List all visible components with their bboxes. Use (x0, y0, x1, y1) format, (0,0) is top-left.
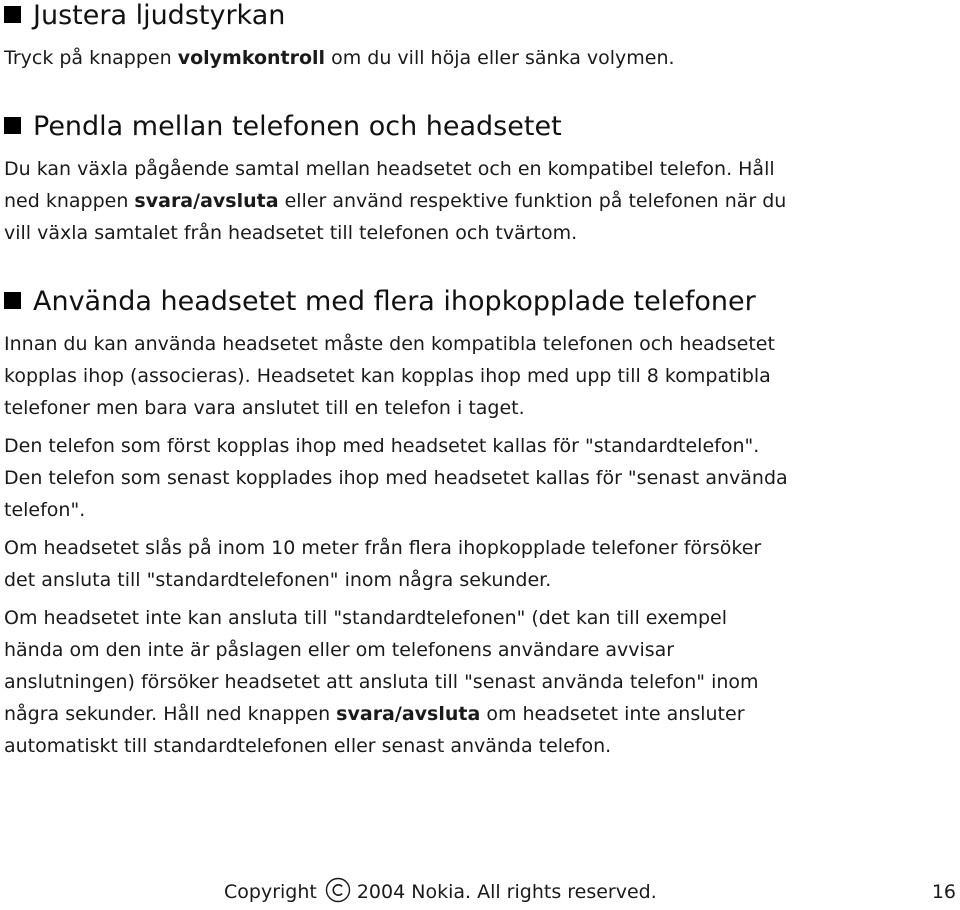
key-name-text: svara/avsluta (134, 190, 279, 212)
paragraph (4, 153, 954, 249)
section-heading (4, 286, 954, 318)
text-run: Tryck på knappen (4, 47, 178, 69)
section-heading (4, 0, 954, 32)
text-line: kopplas ihop (associeras). Headsetet kan kopplas ihop med upp till 8 kompatibla (4, 365, 771, 387)
paragraph (4, 430, 954, 526)
key-name-text: volymkontroll (177, 47, 326, 69)
section-adjust-volume (4, 0, 954, 74)
text-line: Om headsetet slås på inom 10 meter från flera ihopkopplade telefoner försöker (4, 537, 762, 559)
text-run: om du vill höja eller sänka volymen. (325, 47, 675, 69)
text-run: Om headsetet inte kan ansluta till "standardtelefonen" (det kan till exempel (4, 607, 728, 629)
heading-text: Justera ljudstyrkan (33, 0, 286, 31)
paragraph (4, 532, 954, 596)
square-bullet-icon (4, 6, 21, 23)
section-switch-phone-headset (4, 111, 954, 249)
text-run: automatiskt till standardtelefonen eller senast använda telefon. (4, 735, 612, 757)
text-run: anslutningen) försöker headsetet att ansluta till "senast använda telefon" inom (4, 671, 759, 693)
paragraph (4, 602, 954, 762)
text-line: Den telefon som senast kopplades ihop med headsetet kallas för "senast använda (4, 467, 788, 489)
key-name-text: svara/avsluta (336, 703, 481, 725)
heading-text: Använda headsetet med flera ihopkopplade telefoner (33, 286, 756, 317)
text-run: eller använd respektive funktion på telefonen när du (278, 190, 787, 212)
text-line: det ansluta till "standardtelefonen" inom några sekunder. (4, 569, 552, 591)
text-line: Den telefon som först kopplas ihop med headsetet kallas för "standardtelefon". (4, 435, 760, 457)
page-number: 16 (931, 881, 956, 903)
paragraph (4, 328, 954, 424)
text-run: ned knappen (4, 190, 135, 212)
text-run: några sekunder. Håll ned knappen (4, 703, 337, 725)
section-multiple-paired-phones (4, 286, 954, 762)
copyright-prefix: Copyright (224, 881, 317, 903)
page-footer (0, 876, 960, 908)
paragraph (4, 42, 954, 74)
heading-text: Pendla mellan telefonen och headsetet (33, 111, 562, 142)
text-run: Du kan växla pågående samtal mellan headsetet och en kompatibel telefon. Håll (4, 158, 775, 180)
square-bullet-icon (4, 292, 21, 309)
square-bullet-icon (4, 117, 21, 134)
text-line: telefon". (4, 499, 86, 521)
copyright-notice (224, 876, 657, 908)
copyright-icon (325, 877, 351, 903)
copyright-suffix: 2004 Nokia. All rights reserved. (356, 881, 657, 903)
text-run: hända om den inte är påslagen eller om telefonens användare avvisar (4, 639, 675, 661)
text-run: om headsetet inte ansluter (480, 703, 745, 725)
text-run: vill växla samtalet från headsetet till telefonen och tvärtom. (4, 222, 578, 244)
text-line: telefoner men bara vara anslutet till en telefon i taget. (4, 397, 525, 419)
section-heading (4, 111, 954, 143)
text-line: Innan du kan använda headsetet måste den kompatibla telefonen och headsetet (4, 333, 775, 355)
